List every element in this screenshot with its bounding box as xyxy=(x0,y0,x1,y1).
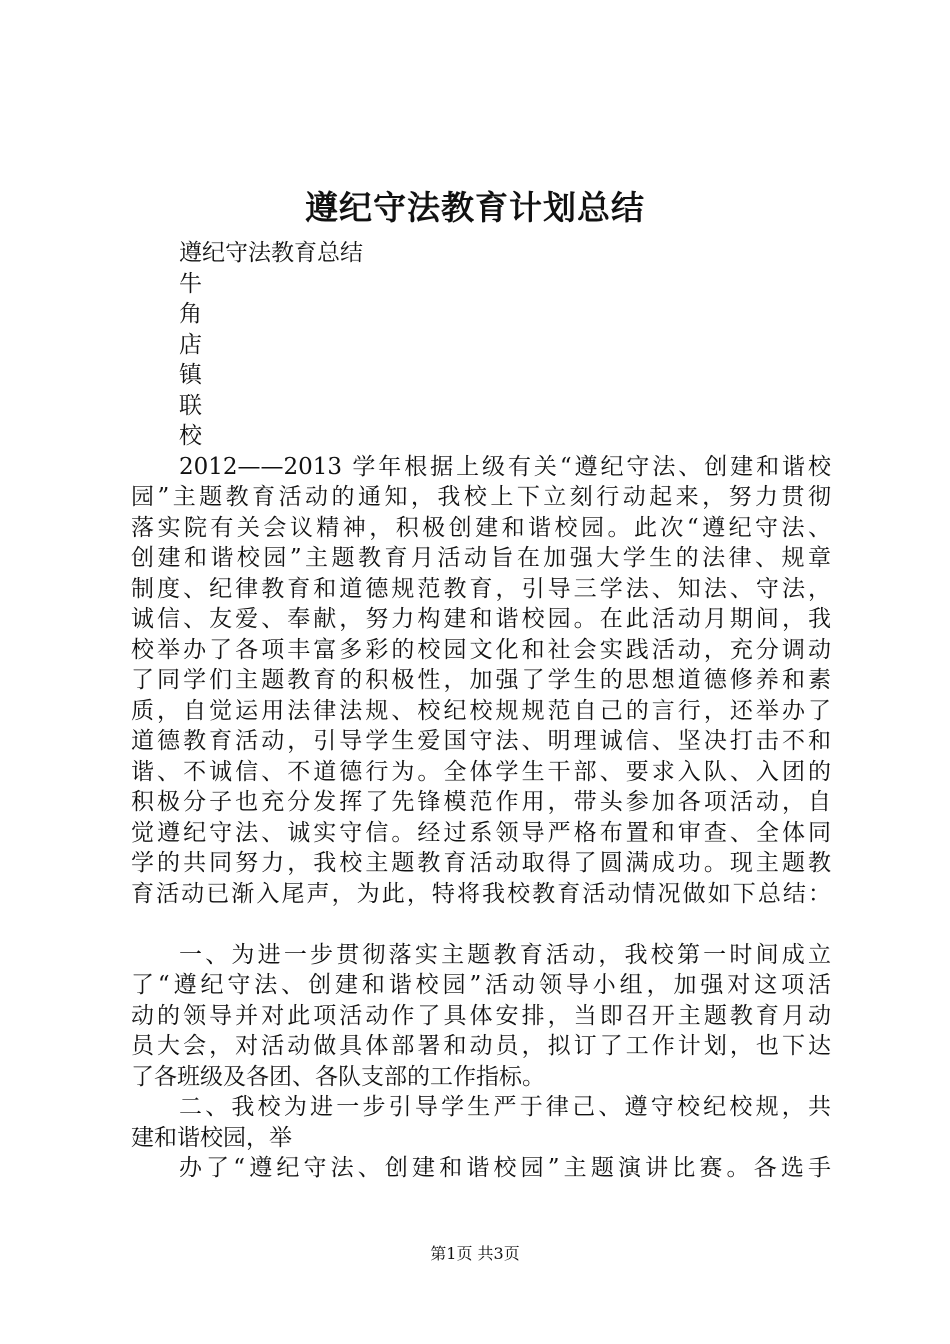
paragraph-line: 制度、纪律教育和道德规范教育，引导三学法、知法、守法， xyxy=(131,575,831,602)
paragraph-section-two xyxy=(131,1092,831,1153)
document-subtitle: 遵纪守法教育总结 xyxy=(179,240,363,266)
paragraph-line: 诚信、友爱、奉献，努力构建和谐校园。在此活动月期间，我 xyxy=(131,606,831,632)
paragraph-line: 了“遵纪守法、创建和谐校园”活动领导小组，加强对这项活 xyxy=(131,972,831,998)
document-body xyxy=(131,238,831,1184)
paragraph-line: 了同学们主题教育的积极性，加强了学生的思想道德修养和素 xyxy=(131,667,831,693)
paragraph-line: 一、为进一步贯彻落实主题教育活动，我校第一时间成立 xyxy=(179,941,831,968)
author-char: 角 xyxy=(179,301,202,327)
paragraph-line: 动的领导并对此项活动作了具体安排，当即召开主题教育月动 xyxy=(131,1002,831,1029)
paragraph-line: 园”主题教育活动的通知，我校上下立刻行动起来，努力贯彻 xyxy=(131,484,831,510)
paragraph-line: 建和谐校园，举 xyxy=(131,1124,292,1151)
paragraph-line: 谐、不诚信、不道德行为。全体学生干部、要求入队、入团的 xyxy=(131,758,831,785)
paragraph-intro xyxy=(131,452,831,910)
paragraph-line: 员大会，对活动做具体部署和动员，拟订了工作计划，也下达 xyxy=(131,1033,831,1059)
paragraph-line: 学的共同努力，我校主题教育活动取得了圆满成功。现主题教 xyxy=(131,850,831,876)
paragraph-section-two-continued xyxy=(131,1153,831,1184)
paragraph-line: 质，自觉运用法律法规、校纪校规规范自己的言行，还举办了 xyxy=(131,697,831,724)
paragraph-line: 积极分子也充分发挥了先锋模范作用，带头参加各项活动，自 xyxy=(131,789,831,815)
page-footer: 第1页 共3页 xyxy=(430,1244,520,1263)
author-char: 牛 xyxy=(179,270,202,297)
paragraph-line: 觉遵纪守法、诚实守信。经过系领导严格布置和审查、全体同 xyxy=(131,819,831,846)
paragraph-line: 育活动已渐入尾声，为此，特将我校教育活动情况做如下总结： xyxy=(131,880,831,907)
paragraph-line: 创建和谐校园”主题教育月活动旨在加强大学生的法律、规章 xyxy=(131,545,831,571)
paragraph-gap xyxy=(131,909,831,940)
author-char: 校 xyxy=(179,423,202,449)
paragraph-line: 二、我校为进一步引导学生严于律己、遵守校纪校规，共 xyxy=(179,1094,831,1120)
paragraph-section-one xyxy=(131,940,831,1093)
document-title: 遵纪守法教育计划总结 xyxy=(305,188,645,227)
paragraph-line: 落实院有关会议精神，积极创建和谐校园。此次“遵纪守法、 xyxy=(131,514,831,541)
paragraph-line: 办了“遵纪守法、创建和谐校园”主题演讲比赛。各选手 xyxy=(179,1155,831,1181)
paragraph-line: 2012——2013 学年根据上级有关“遵纪守法、创建和谐校 xyxy=(179,453,831,480)
author-char: 联 xyxy=(179,392,202,419)
paragraph-line: 校举办了各项丰富多彩的校园文化和社会实践活动，充分调动 xyxy=(131,636,831,663)
author-char: 店 xyxy=(179,331,202,358)
author-char: 镇 xyxy=(179,362,202,388)
paragraph-line: 道德教育活动，引导学生爱国守法、明理诚信、坚决打击不和 xyxy=(131,728,831,754)
paragraph-line: 了各班级及各团、各队支部的工作指标。 xyxy=(131,1063,545,1090)
